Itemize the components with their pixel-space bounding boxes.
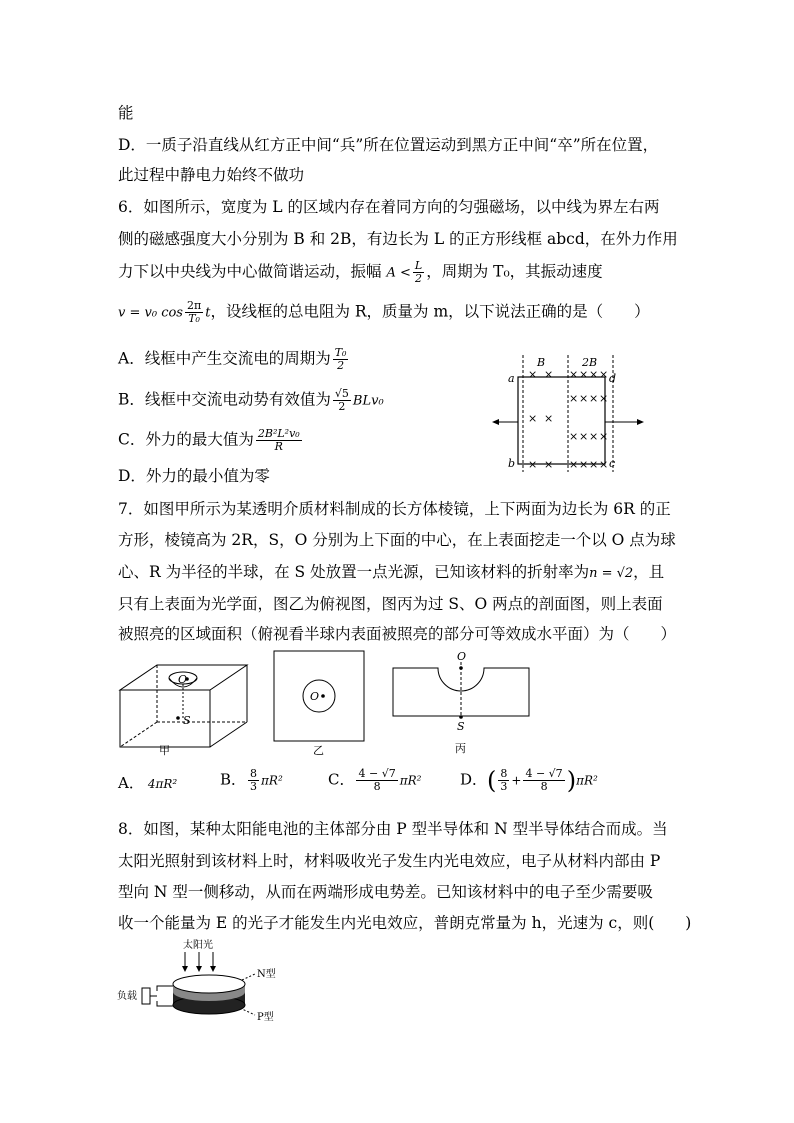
q7-option-d: D．( $\frac{8}{3}$ + $\frac{4 - √7}{8}$ )πR² — [460, 766, 598, 795]
figure-q6-magnetic-field — [488, 350, 648, 475]
label-O: O — [178, 673, 188, 686]
label-B: B — [537, 356, 546, 369]
refractive-index: n = √2 — [589, 566, 634, 581]
q6-stem-line2: 侧的磁感强度大小分别为 B 和 2B，有边长为 L 的正方形线框 abcd，在外力作用 — [118, 230, 678, 248]
q7-stem-line3: 心、R 为半径的半球，在 S 处放置一点光源，已知该材料的折射率为n = √2，且 — [118, 563, 665, 581]
label-b: b — [508, 457, 516, 470]
cross-mark: × — [599, 430, 609, 443]
cross-mark: × — [528, 368, 538, 381]
caption-bing: 丙 — [455, 742, 466, 755]
label-c: c — [609, 457, 616, 470]
cross-mark: × — [528, 412, 538, 425]
q7-stem-line5: 被照亮的区域面积（俯视看半球内表面被照亮的部分可等效成水平面）为（ ） — [118, 625, 677, 643]
cross-mark: × — [544, 458, 554, 471]
q8-stem-line2: 太阳光照射到该材料上时，材料吸收光子发生内光电效应，电子从材料内部由 P — [118, 852, 661, 870]
cross-mark: × — [599, 392, 609, 405]
cross-mark: × — [579, 430, 589, 443]
label-d: d — [609, 372, 617, 385]
label-S: S — [183, 714, 191, 727]
n-type-label: N型 — [257, 969, 276, 980]
amplitude-expr: A < — [386, 265, 411, 281]
caption-jia: 甲 — [159, 744, 170, 756]
label-O: O — [310, 690, 320, 703]
cross-mark: × — [589, 458, 599, 471]
cross-mark: × — [579, 392, 589, 405]
label-a: a — [508, 372, 515, 385]
q7-option-a: A． 4πR² — [118, 774, 178, 792]
cross-mark: × — [569, 458, 579, 471]
option-d-prev: D．一质子沿直线从红方正中间“兵”所在位置运动到黑方正中间“卒”所在位置， — [118, 136, 659, 154]
cross-mark: × — [544, 368, 554, 381]
cross-mark: × — [589, 430, 599, 443]
q6-option-c: C．外力的最大值为 $\frac{\text{2B²L²v₀}}{R}$ — [118, 427, 300, 453]
cross-mark: × — [569, 392, 579, 405]
cross-mark: × — [528, 458, 538, 471]
cross-mark: × — [589, 368, 599, 381]
text-line: 此过程中静电力始终不做功 — [118, 166, 305, 184]
q6-option-a: A．线框中产生交流电的周期为 $\frac{\text{T₀}}{2}$ — [118, 346, 347, 372]
q6-stem-line3: 力下以中央线为中心做简谐运动，振幅 A < $\frac{L}{2}$ ，周期为 T₀，其振动速度 — [118, 259, 603, 285]
label-S: S — [457, 720, 465, 733]
cross-mark: × — [579, 458, 589, 471]
caption-yi: 乙 — [313, 744, 324, 756]
sunlight-label: 太阳光 — [183, 940, 213, 951]
q7-stem-line4: 只有上表面为光学面，图乙为俯视图，图丙为过 S、O 两点的剖面图，则上表面 — [118, 595, 663, 613]
q6-stem-line1: 6．如图所示，宽度为 L 的区域内存在着同方向的匀强磁场，以中线为界左右两 — [118, 198, 660, 216]
p-type-label: P型 — [257, 1012, 274, 1023]
q6-stem-line4: v = v₀ cos $\frac{2\pi}{\text{T₀}}$ t，设线框的总电阻为 R，质量为 m，以下说法正确的是（ ） — [118, 299, 650, 325]
cross-mark: × — [544, 412, 554, 425]
label-O: O — [457, 650, 467, 663]
cross-mark: × — [589, 392, 599, 405]
velocity-expr: v = v₀ cos — [118, 305, 183, 321]
cross-mark: × — [579, 368, 589, 381]
q8-stem-line4: 收一个能量为 E 的光子才能发生内光电效应，普朗克常量为 h，光速为 c，则( ) — [118, 914, 692, 932]
q6-option-d: D．外力的最小值为零 — [118, 467, 270, 485]
q6-option-b: B．线框中交流电动势有效值为 $\frac{√5}{2}$ BLv₀ — [118, 387, 384, 413]
load-label: 负载 — [117, 991, 137, 1002]
q7-option-b: B． $\frac{8}{3}$ πR² — [220, 767, 283, 793]
q7-option-c: C． $\frac{4 - √7}{8}$ πR² — [328, 767, 422, 793]
q8-stem-line1: 8．如图，某种太阳能电池的主体部分由 P 型半导体和 N 型半导体结合而成。当 — [118, 820, 668, 838]
label-2B: 2B — [582, 356, 598, 369]
q7-stem-line2: 方形，棱镜高为 2R，S，O 分别为上下面的中心，在上表面挖走一个以 O 点为球 — [118, 531, 676, 549]
text-line: 能 — [118, 104, 134, 122]
cross-mark: × — [599, 458, 609, 471]
cross-mark: × — [569, 430, 579, 443]
cross-mark: × — [569, 368, 579, 381]
q8-stem-line3: 型向 N 型一侧移动，从而在两端形成电势差。已知该材料中的电子至少需要吸 — [118, 883, 653, 901]
figure-q7-prism — [115, 648, 540, 756]
q7-stem-line1: 7．如图甲所示为某透明介质材料制成的长方体棱镜，上下两面为边长为 6R 的正 — [118, 500, 671, 518]
cross-mark: × — [599, 368, 609, 381]
figure-q8-solar-cell — [115, 936, 285, 1026]
